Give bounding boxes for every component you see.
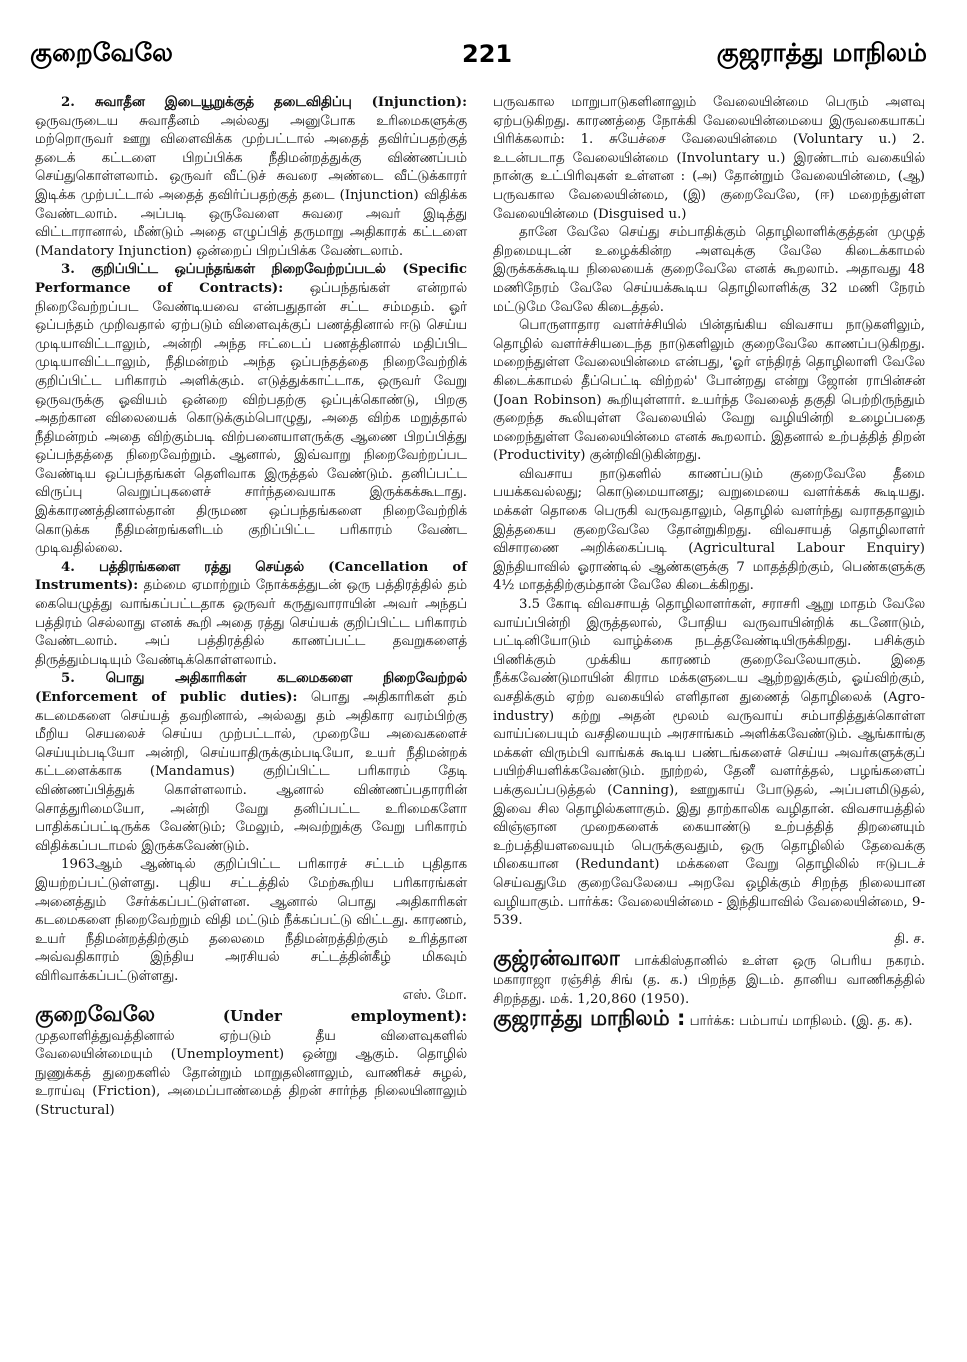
paragraph-remedies: 3.5 கோடி விவசாயத் தொழிலாளர்கள், சராசரி ஆறு மாதம் வேலே வாய்ப்பின்றி இருத்தலால், போதிய வருவாயின்றிக் கடனோடும், பட்டினியோடும் வாழ்க்கை நடத்தவேண்டியிருக்கிறது. பசிக்கும் பிணிக்கும் முக்கிய காரணம் குறைவேலேயாகும். இதை நீக்கவேண்டுமாயின் கிராம மக்களுடைய ஆற்றலுக்கும், ஓய்விற்கும், வசதிக்கும் ஏற்ற வகையில் எளிதான துணைத் தொழிலைக் (Agro-industry) கற்று அதன் மூலம் வருவாய் சம்பாதித்துக்கொள்ள வாய்ப்பையும் வசதியையும் அரசாங்கம் அளிக்கவேண்டும். ஆங்காங்கு மக்கள் விரும்பி வாங்கக் கூடிய பண்டங்களைச் செய்ய அவர்களுக்குப் பயிற்சியளிக்கவேண்டும். நூற்றல், தேனீ வளர்த்தல், பழங்களைப் பக்குவப்படுத்தல் (Canning), ஊறுகாய் போடுதல், அப்பளமிடுதல், இவை சில தொழில்களாகும். இது தாற்காலிக வழிதான். விவசாயத்தில் விஞ்ஞான முறைகளைக் கையாண்டு உற்பத்தித் திறனையும் உற்பத்தியளவையும் பெருக்குவதும், ஒரு தொழிலில் தேவைக்கு மிகையான (Redundant) மக்களை வேறு தொழிலில் ஈடுபடச் செய்வதுமே குறைவேலேயை அறவே ஒழிக்கும் சிறந்த நிலையான வழியாகும். பார்க்க: வேலையின்மை - இந்தியாவில் வேலையின்மை, 9-539. — [493, 597, 925, 929]
paragraph-text: ஒப்பந்தங்கள் என்றால் நிறைவேற்றப்பட வேண்டியவை என்பதுதான் சட்ட சம்மதம். ஓர் ஒப்பந்தம் முறிவதால் ஏற்படும் விளைவுக்குப் பணத்தினால் ஈடு செய்ய முடியாவிட்டாலும், அன்றி அந்த ஈட்டைப் பணத்தினால் மதிப்பிட முடியாவிட்டாலும், நீதிமன்றம் அந்த ஒப்பந்தத்தை நிறைவேற்றிக் குறிப்பிட்ட பரிகாரம் அளிக்கும். எடுத்துக்காட்டாக, ஒருவர் வேறு ஒருவருக்கு ஓவியம் ஒன்றை விற்பதற்கு ஒப்புக்கொண்டு, பிறகு அதற்கான விலையைக் கொடுக்கும்பொழுது, அதை விற்க மறுத்தால் நீதிமன்றம் அதை விற்கும்படி விற்பனையாளருக்கு ஆணை பிறப்பித்து ஒப்பந்தத்தை நிறைவேற்றும். ஆனால், இவ்வாறு நிறைவேற்றப்பட வேண்டிய ஒப்பந்தங்கள் தெளிவாக இருத்தல் வேண்டும். தனிப்பட்ட விருப்பு வெறுப்புகளைச் சார்ந்தவையாக இருக்கக்கூடாது. இக்காரணத்தினால்தான் திருமண ஒப்பந்தங்களை நிறைவேற்றிக் கொடுக்க நீதிமன்றங்களிடம் குறிப்பிட்ட பரிகாரம் வேண்ட முடிவதில்லை. — [35, 280, 467, 557]
paragraph-continued: பருவகால மாறுபாடுகளினாலும் வேலையின்மை பெரும் அளவு ஏற்படுகிறது. காரணத்தை நோக்கி வேலையின்மையை இருவகையாகப் பிரிக்கலாம்: 1. சுயேச்சை வேலையின்மை (Voluntary u.) 2. உடன்படாத வேலையின்மை (Involuntary u.) இரண்டாம் வகையில் நான்கு உட்பிரிவுகள் உள்ளன : (அ) தோன்றும் வேலையின்மை, (ஆ) பருவகால வேலையின்மை, (இ) குறைவேலே, (ஈ) மறைந்துள்ள வேலையின்மை (Disguised u.) — [493, 95, 925, 222]
entry-title: குறைவேலே — [35, 1002, 156, 1027]
paragraph-heading: 5. பொது அதிகாரிகள் கடமைகளை நிறைவேற்றல் (Enforcement of public duties): — [35, 671, 467, 705]
paragraph-injunction — [35, 94, 467, 261]
entry-title: குஜ்ரன்வாலா — [493, 946, 620, 971]
paragraph-agriculture: விவசாய நாடுகளில் காணப்படும் குறைவேலே தீமை பயக்கவல்லது; கொடுமையானது; வறுமையை வளர்க்கக் கூடியது. மக்கள் தொகை பெருகி வருவதாலும், தொழில் வளர்ந்து வராததாலும் இத்தகைய குறைவேலே தோன்றுகிறது. விவசாயத் தொழிலாளர் விசாரணை அறிக்கைப்படி (Agricultural Labour Enquiry) இந்தியாவில் ஓராண்டில் ஆண்களுக்கு 7 மாதத்திற்கும், பெண்களுக்கு 4½ மாதத்திற்கும்தான் வேலே கிடைக்கிறது. — [493, 466, 925, 594]
paragraph-heading: 2. சுவாதீன இடையூறுக்குத் தடைவிதிப்பு (Injunction): — [61, 95, 467, 110]
paragraph-disguised: பொருளாதார வளர்ச்சியில் பின்தங்கிய விவசாய நாடுகளிலும், தொழில் வளர்ச்சியடைந்த நாடுகளிலும் குறைவேலே காணப்படுகிறது. மறைந்துள்ள வேலையின்மை என்பது, 'ஓர் எந்திரத் தொழிலாளி வேலே கிடைக்காமல் தீப்பெட்டி விற்றல்' போன்றது என்று ஜோன் ராபின்சன் (Joan Robinson) கூறியுள்ளார். உயர்ந்த வேலைத் தகுதி பெற்றிருந்தும் குறைந்த கூலியுள்ள வேலையில் வேறு வழியின்றி உழைப்பதை மறைந்துள்ள வேலையின்மை எனக் கூறலாம். இதனால் உற்பத்தித் திறன் (Productivity) குன்றிவிடுகின்றது. — [493, 318, 925, 464]
running-head-left: குறைவேலே — [30, 38, 173, 67]
left-column — [35, 94, 467, 1121]
entry-text: முதலாளித்துவத்தினால் ஏற்படும் தீய விளைவுகளில் வேலையின்மையும் (Unemployment) ஒன்று ஆகும். தொழில் நுணுக்கத் துறைகளில் தோன்றும் மாறுதலினாலும், வாணிகச் சுழல், உராய்வு (Friction), அமைப்பாண்மைத் திறன் சார்ந்த நிலையினாலும் (Structural) — [35, 1028, 467, 1119]
paragraph-text: தம்மை ஏமாற்றும் நோக்கத்துடன் ஒரு பத்திரத்தில் தம் கையெழுத்து வாங்கப்பட்டதாக ஒருவர் கருதுவாராயின் அவர் அந்தப் பத்திரம் செல்லாது எனக் கூறி அதை ரத்து செய்யக் குறிப்பிட்ட பரிகாரம் வேண்டலாம். அப் பத்திரத்தில் காணப்பட்ட தவறுகளைத் திருத்தும்படியும் வேண்டிக்கொள்ளலாம். — [35, 578, 467, 668]
paragraph-heading: 3. குறிப்பிட்ட ஒப்பந்தங்கள் நிறைவேற்றப்படல் (Specific Performance of Contracts): — [35, 262, 467, 296]
entry-text: பார்க்க: பம்பாய் மாநிலம். (இ. த. க). — [689, 1014, 913, 1030]
paragraph-text: ஒருவருடைய சுவாதீனம் அல்லது அனுபோக உரிமைகளுக்கு மற்றொருவர் ஊறு விளைவிக்க முற்பட்டால் அதைத் தவிர்ப்பதற்குத் தடைக் கட்டளை பிறப்பிக்க நீதிமன்றத்துக்கு விண்ணப்பம் செய்துகொள்ளலாம். ஒருவர் வீட்டுச் சுவரை அண்டை வீட்டுக்காரர் இடிக்க முற்பட்டால் அதைத் தவிர்ப்பதற்குத் தடை (Injunction) விதிக்க வேண்டலாம். அப்படி ஒருவேளை சுவரை அவர் இடித்து விட்டாரானால், மீண்டும் அதை எழுப்பித் தருமாறு அதிகாரக் கட்டளை (Mandatory Injunction) ஒன்றைப் பிறப்பிக்க வேண்டலாம். — [35, 113, 467, 259]
entry-gujarat-state — [493, 1006, 925, 1032]
paragraph-cancellation — [35, 559, 467, 671]
entry-title-english: (Under employment): — [222, 1007, 467, 1026]
paragraph-text: பொது அதிகாரிகள் தம் கடமைகளை செய்யத் தவறினால், அல்லது தம் அதிகார வரம்பிற்கு மீறிய செயலைச் செய்ய முற்பட்டால், முறையே அவைகளைச் செய்யும்படியோ அன்றி, செய்யாதிருக்கும்படியோ, உயர் நீதிமன்றக் கட்டளைக்காக (Mandamus) குறிப்பிட்ட பரிகாரம் தேடி விண்ணப்பித்துக் கொள்ளலாம். ஆனால் விண்ணப்பதாரரின் சொத்துரிமையோ, அன்றி வேறு தனிப்பட்ட உரிமைகளோ பாதிக்கப்பட்டிருக்க வேண்டும்; மேலும், அவற்றுக்கு வேறு பரிகாரம் விதிக்கப்படாமல் இருக்கவேண்டும். — [35, 690, 468, 854]
author-signature: எஸ். மோ. — [402, 987, 467, 1003]
entry-gujranwala — [493, 946, 926, 1009]
paragraph-public-duties — [35, 670, 467, 856]
paragraph-heading: 4. பத்திரங்களை ரத்து செய்தல் (Cancellation of Instruments): — [35, 559, 467, 594]
right-column — [493, 94, 925, 1032]
paragraph-1963-act — [35, 856, 467, 986]
entry-under-employment — [35, 1002, 467, 1121]
author-signature: தி. ச. — [894, 931, 925, 947]
paragraph-definition: தானே வேலே செய்து சம்பாதிக்கும் தொழிலாளிக்குத்தன் முழுத் திறமையுடன் உழைக்கின்ற அளவுக்கு வேலே கிடைக்காமல் இருக்கக்கூடிய நிலையைக் குறைவேலே எனக் கூறலாம். அதாவது 48 மணிநேரம் வேலே செய்யக்கூடிய தொழிலாளிக்கு 32 மணி நேரம் மட்டுமே வேலே கிடைத்தல். — [493, 225, 925, 315]
paragraph-specific-performance — [35, 261, 467, 559]
entry-title: குஜராத்து மாநிலம் : — [493, 1006, 686, 1031]
entry-text: பாக்கிஸ்தானில் உள்ள ஒரு பெரிய நகரம். மகாராஜா ரஞ்சித் சிங் (த. க.) பிறந்த இடம். தானிய வாணிகத்தில் சிறந்தது. மக். 1,20,860 (1950). — [493, 954, 926, 1007]
paragraph-text: 1963ஆம் ஆண்டில் குறிப்பிட்ட பரிகாரச் சட்டம் புதிதாக இயற்றப்பட்டுள்ளது. புதிய சட்டத்தில் மேற்கூறிய பரிகாரங்கள் அனைத்தும் சேர்க்கப்பட்டுள்ளன. ஆனால் பொது அதிகாரிகள் கடமைகளை நிறைவேற்றும் விதி மட்டும் நீக்கப்பட்டு விட்டது. காரணம், உயர் நீதிமன்றத்திற்கும் தலைமை நீதிமன்றத்திற்கும் உரித்தான அவ்வதிகாரம் இந்திய அரசியல் சட்டத்தின்கீழ் மிகவும் விரிவாக்கப்பட்டுள்ளது. — [35, 857, 467, 984]
running-head-right: குஜராத்து மாநிலம் — [716, 38, 927, 67]
page-number: 221 — [462, 40, 513, 68]
